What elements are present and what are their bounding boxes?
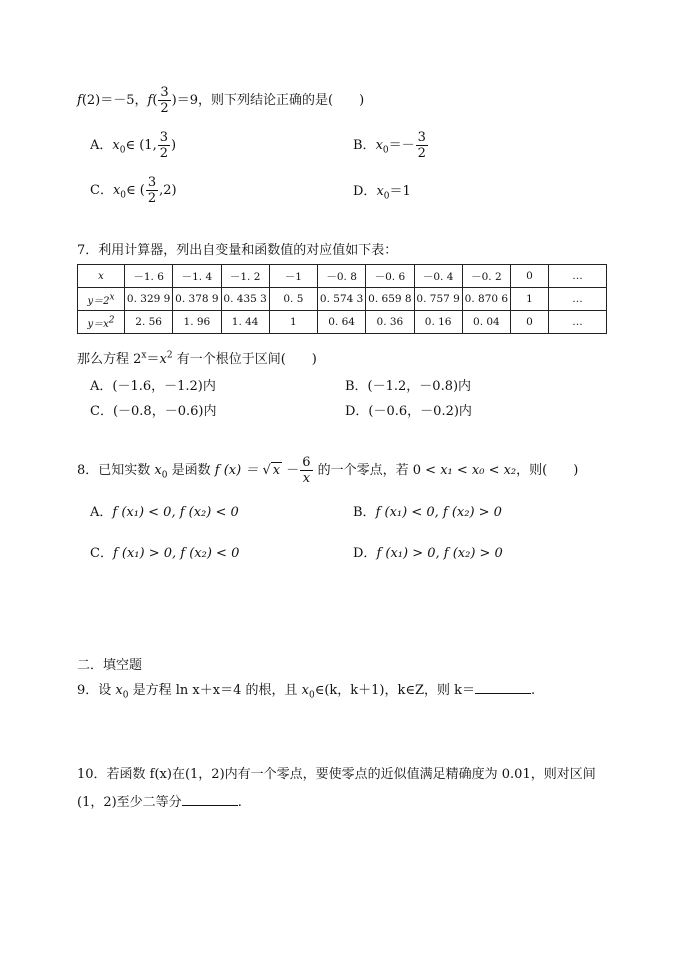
q7-value-table: [77, 264, 607, 334]
x-value-cell: －1. 6: [125, 265, 173, 288]
exp-value-cell: 0. 574 3: [318, 288, 366, 311]
table-row-x: [78, 265, 607, 288]
q8-fraction: $\frac{6}{x}$: [302, 455, 311, 486]
exp-value-cell: 0. 378 9: [173, 288, 221, 311]
exp-value-cell: 0. 659 8: [366, 288, 414, 311]
square-value-cell: 1: [269, 311, 317, 334]
x-value-cell: －0. 8: [318, 265, 366, 288]
q8-stem: 8．已知实数 $x_0$ 是函数 f (x) ＝ √ x － $\frac{6}{x}$ 的一个零点，若 0 < x₁ < x₀ < x₂，则( ): [77, 455, 579, 486]
q8-option-b[interactable]: B．f (x₁) < 0, f (x₂) > 0: [353, 505, 502, 520]
x-value-cell: 0: [511, 265, 549, 288]
q7-follow: 那么方程 $2^x=x^2$ 有一个根位于区间( ): [77, 350, 317, 367]
table-row-y-exp: [78, 288, 607, 311]
x-value-cell: －0. 2: [462, 265, 510, 288]
q6-option-c[interactable]: C．$x_0\in$ ( $\frac{3}{2}$ ,2): [90, 175, 177, 206]
q7-option-d[interactable]: D．(－0.6，－0.2)内: [345, 404, 472, 419]
q9-answer-blank[interactable]: [475, 681, 531, 694]
x-value-cell: －0. 4: [414, 265, 462, 288]
q6-option-b[interactable]: B．$x_0=-$ $\frac{3}{2}$: [353, 130, 426, 161]
x-value-cell: －1. 4: [173, 265, 221, 288]
q9-text: 9．设 $x_0$ 是方程 ln x＋x＝4 的根，且 $x_0\in(k$，k＋1)，k∈Z，则 k＝ .: [77, 683, 536, 701]
x-value-cell: －0. 6: [366, 265, 414, 288]
square-value-cell: 1. 44: [221, 311, 269, 334]
exp-value-cell: 0. 5: [269, 288, 317, 311]
q7-option-b[interactable]: B．(－1.2，－0.8)内: [345, 379, 472, 394]
row-header-x: x: [78, 265, 125, 288]
exp-value-cell: 0. 757 9: [414, 288, 462, 311]
q8-option-a[interactable]: A．f (x₁) < 0, f (x₂) < 0: [90, 505, 239, 520]
row-header-y-exp: $y=2^x$: [78, 288, 125, 311]
q7-stem: 7．利用计算器，列出自变量和函数值的对应值如下表：: [77, 243, 398, 258]
square-value-cell: 1. 96: [173, 311, 221, 334]
q10-line2: (1，2)至少二等分 .: [77, 795, 242, 810]
q6-stem: f(2)＝－5，f( $\frac{3}{2}$ )＝9，则下列结论正确的是( ): [77, 85, 365, 116]
table-row-y-square: [78, 311, 607, 334]
square-value-cell: 2. 56: [125, 311, 173, 334]
square-value-cell: …: [549, 311, 607, 334]
square-value-cell: 0. 04: [462, 311, 510, 334]
q8-option-c[interactable]: C．f (x₁) > 0, f (x₂) < 0: [90, 546, 240, 561]
exp-value-cell: 0. 435 3: [221, 288, 269, 311]
q6-option-d[interactable]: D．$x_0=1$: [353, 184, 411, 202]
exp-value-cell: 1: [511, 288, 549, 311]
q6-option-a[interactable]: A．$x_0\in$ (1, $\frac{3}{2}$ ): [90, 130, 177, 161]
x-value-cell: …: [549, 265, 607, 288]
section-title: 二．填空题: [77, 658, 143, 673]
x-value-cell: －1. 2: [221, 265, 269, 288]
square-value-cell: 0: [511, 311, 549, 334]
q7-option-c[interactable]: C．(－0.8，－0.6)内: [90, 404, 217, 419]
square-value-cell: 0. 36: [366, 311, 414, 334]
x-value-cell: －1: [269, 265, 317, 288]
q6-stem-fraction: $\frac{3}{2}$: [160, 85, 169, 116]
sqrt-symbol: √ x: [262, 463, 281, 478]
square-value-cell: 0. 64: [318, 311, 366, 334]
q8-option-d[interactable]: D．f (x₁) > 0, f (x₂) > 0: [353, 546, 503, 561]
q10-line1: 10．若函数 f(x)在(1，2)内有一个零点，要使零点的近似值满足精确度为 0.01，则对区间: [77, 767, 596, 782]
exp-value-cell: 0. 870 6: [462, 288, 510, 311]
row-header-y-square: $y=x^2$: [78, 311, 125, 334]
q10-answer-blank[interactable]: [182, 793, 238, 806]
square-value-cell: 0. 16: [414, 311, 462, 334]
exp-value-cell: 0. 329 9: [125, 288, 173, 311]
q7-option-a[interactable]: A．(－1.6，－1.2)内: [90, 379, 216, 394]
exp-value-cell: …: [549, 288, 607, 311]
